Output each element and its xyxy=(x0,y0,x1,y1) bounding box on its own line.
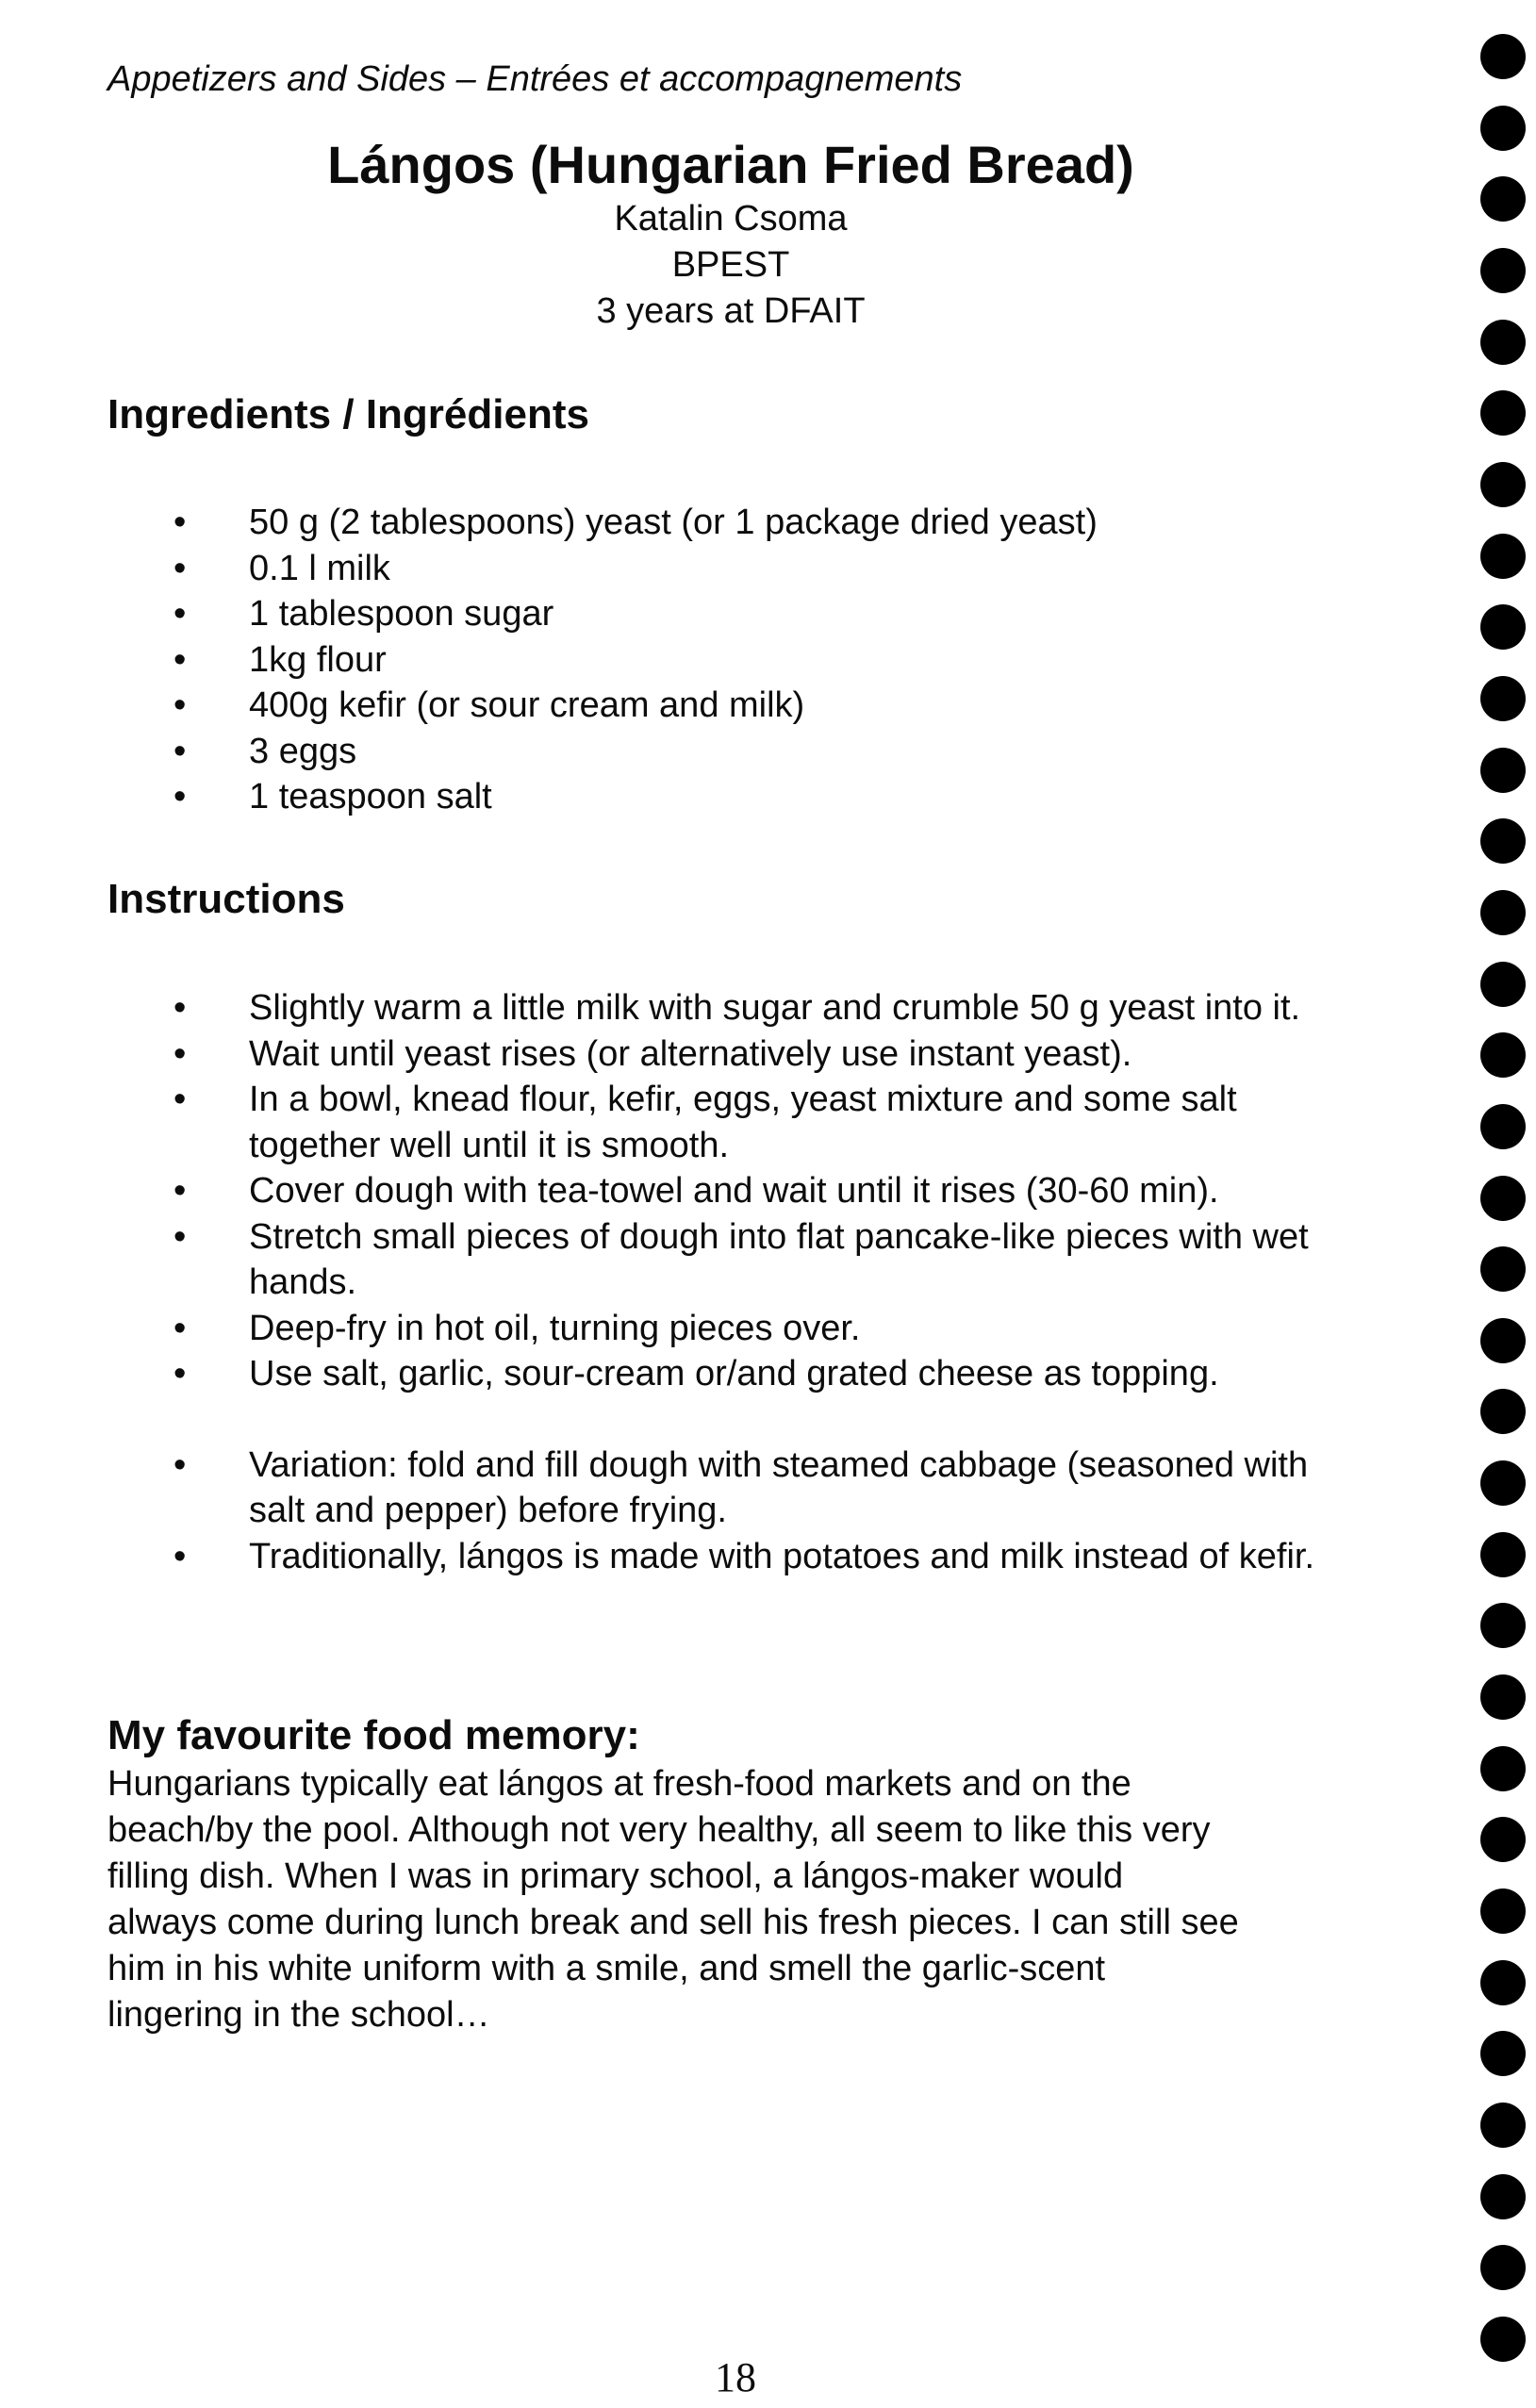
binding-hole-icon xyxy=(1480,1389,1526,1434)
instructions-list xyxy=(173,985,1371,1579)
list-item xyxy=(173,683,1371,729)
memory-line: always come during lunch break and sell his fresh pieces. I can still see xyxy=(107,1903,1239,1942)
bullet-icon: • xyxy=(173,1308,187,1348)
author-mission: BPEST xyxy=(671,245,790,285)
list-item xyxy=(173,1443,1371,1534)
binding-hole-icon xyxy=(1480,1603,1526,1648)
memory-heading: My favourite food memory: xyxy=(107,1712,640,1758)
binding-hole-icon xyxy=(1480,1176,1526,1221)
list-item xyxy=(173,1306,1371,1352)
instructions-heading: Instructions xyxy=(107,876,345,922)
bullet-icon: • xyxy=(173,548,187,588)
binding-hole-icon xyxy=(1480,1032,1526,1078)
binding-hole-icon xyxy=(1480,2317,1526,2362)
instruction-text: Use salt, garlic, sour-cream or/and grated cheese as topping. xyxy=(249,1354,1219,1394)
binding-hole-icon xyxy=(1480,534,1526,579)
binding-hole-icon xyxy=(1480,676,1526,721)
recipe-title: Lángos (Hungarian Fried Bread) xyxy=(327,135,1134,194)
recipe-header xyxy=(226,134,1235,335)
binding-hole-icon xyxy=(1480,320,1526,365)
ingredient-text: 50 g (2 tablespoons) yeast (or 1 package dried yeast) xyxy=(249,503,1098,542)
ingredient-text: 0.1 l milk xyxy=(249,548,390,588)
binding-hole-icon xyxy=(1480,2174,1526,2219)
bullet-icon: • xyxy=(173,594,187,634)
bullet-icon: • xyxy=(173,1033,187,1074)
list-item xyxy=(173,500,1371,546)
instruction-text: Stretch small pieces of dough into flat pancake-like pieces with wet hands. xyxy=(249,1216,1309,1302)
binding-hole-icon xyxy=(1480,604,1526,650)
memory-line: Hungarians typically eat lángos at fresh-food markets and on the xyxy=(107,1764,1131,1804)
list-item xyxy=(173,729,1371,775)
bullet-icon: • xyxy=(173,1354,187,1394)
binding-hole-icon xyxy=(1480,1817,1526,1862)
bullet-icon: • xyxy=(173,731,187,771)
ingredients-heading: Ingredients / Ingrédients xyxy=(107,391,589,437)
binding-hole-icon xyxy=(1480,34,1526,79)
instruction-text: Traditionally, lángos is made with potatoes and milk instead of kefir. xyxy=(249,1536,1315,1576)
memory-line: lingering in the school… xyxy=(107,1995,490,2035)
binding-hole-icon xyxy=(1480,2245,1526,2290)
bullet-icon: • xyxy=(173,1080,187,1119)
binding-hole-icon xyxy=(1480,390,1526,436)
bullet-icon: • xyxy=(173,639,187,680)
bullet-icon: • xyxy=(173,685,187,725)
binding-holes xyxy=(1471,0,1536,2408)
ingredient-text: 1 teaspoon salt xyxy=(249,777,492,816)
list-item xyxy=(173,1534,1371,1580)
ingredient-text: 1kg flour xyxy=(249,639,387,680)
binding-hole-icon xyxy=(1480,1674,1526,1720)
bullet-icon: • xyxy=(173,1444,187,1485)
ingredients-list xyxy=(173,500,1371,820)
binding-hole-icon xyxy=(1480,748,1526,793)
list-item xyxy=(173,985,1371,1031)
list-item xyxy=(173,1214,1371,1306)
list-item xyxy=(173,1168,1371,1214)
binding-hole-icon xyxy=(1480,1532,1526,1577)
bullet-icon: • xyxy=(173,1536,187,1576)
binding-hole-icon xyxy=(1480,1246,1526,1292)
binding-hole-icon xyxy=(1480,248,1526,293)
instruction-text: Deep-fry in hot oil, turning pieces over. xyxy=(249,1308,861,1348)
list-item xyxy=(173,774,1371,820)
binding-hole-icon xyxy=(1480,962,1526,1007)
binding-hole-icon xyxy=(1480,1888,1526,1934)
instruction-text: Slightly warm a little milk with sugar and crumble 50 g yeast into it. xyxy=(249,988,1301,1028)
memory-line: beach/by the pool. Although not very healthy, all seem to like this very xyxy=(107,1810,1211,1850)
author-tenure: 3 years at DFAIT xyxy=(596,291,866,331)
binding-hole-icon xyxy=(1480,1460,1526,1506)
instruction-text: Wait until yeast rises (or alternatively use instant yeast). xyxy=(249,1033,1132,1074)
list-item xyxy=(173,591,1371,637)
binding-hole-icon xyxy=(1480,462,1526,507)
instruction-text: Cover dough with tea-towel and wait until it rises (30-60 min). xyxy=(249,1171,1219,1211)
bullet-icon: • xyxy=(173,1216,187,1257)
list-item xyxy=(173,1031,1371,1078)
page-number: 18 xyxy=(715,2354,756,2400)
bullet-icon: • xyxy=(173,1171,187,1211)
bullet-icon: • xyxy=(173,503,187,542)
list-item xyxy=(173,1351,1371,1397)
bullet-icon: • xyxy=(173,777,187,816)
list-item xyxy=(173,1077,1371,1168)
running-head: Appetizers and Sides – Entrées et accompagnements xyxy=(107,59,963,99)
author-name: Katalin Csoma xyxy=(614,199,848,239)
binding-hole-icon xyxy=(1480,1960,1526,2005)
binding-hole-icon xyxy=(1480,1746,1526,1791)
instruction-text: In a bowl, knead flour, kefir, eggs, yeast mixture and some salt together well until it is smooth. xyxy=(249,1080,1237,1165)
binding-hole-icon xyxy=(1480,176,1526,222)
binding-hole-icon xyxy=(1480,1318,1526,1363)
binding-hole-icon xyxy=(1480,818,1526,864)
instruction-text: Variation: fold and fill dough with steamed cabbage (seasoned with salt and pepper) before frying. xyxy=(249,1444,1309,1530)
binding-hole-icon xyxy=(1480,1104,1526,1149)
ingredient-text: 3 eggs xyxy=(249,731,357,771)
list-item xyxy=(173,637,1371,684)
binding-hole-icon xyxy=(1480,2031,1526,2076)
memory-paragraph xyxy=(107,1761,1390,2038)
memory-line: him in his white uniform with a smile, and smell the garlic-scent xyxy=(107,1949,1106,1988)
memory-line: filling dish. When I was in primary school, a lángos-maker would xyxy=(107,1856,1124,1896)
ingredient-text: 1 tablespoon sugar xyxy=(249,594,554,634)
binding-hole-icon xyxy=(1480,2103,1526,2148)
ingredient-text: 400g kefir (or sour cream and milk) xyxy=(249,685,805,725)
binding-hole-icon xyxy=(1480,106,1526,151)
binding-hole-icon xyxy=(1480,890,1526,935)
bullet-icon: • xyxy=(173,988,187,1028)
list-item xyxy=(173,546,1371,592)
